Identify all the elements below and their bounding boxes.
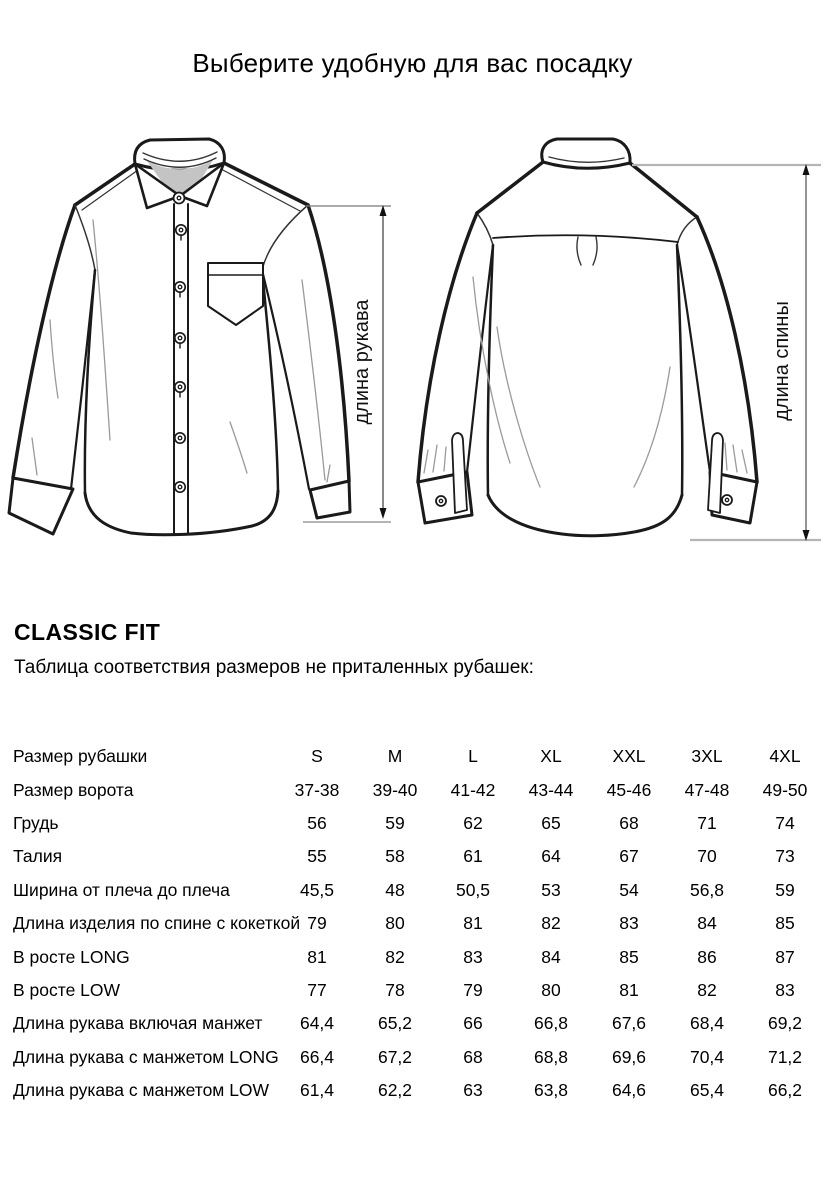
table-row bbox=[13, 874, 824, 907]
cell-value: 84 bbox=[697, 913, 717, 934]
cell-value: 43-44 bbox=[528, 779, 574, 800]
cell-value: 69,2 bbox=[767, 1013, 803, 1034]
table-row bbox=[13, 1074, 824, 1107]
cell-value: 71 bbox=[697, 812, 717, 833]
sleeve-length-label: длина рукава bbox=[351, 299, 373, 425]
row-label: Размер ворота bbox=[13, 779, 134, 800]
cell-value: 79 bbox=[463, 979, 483, 1000]
cell-value: 3XL bbox=[691, 746, 723, 767]
row-label: Талия bbox=[13, 846, 63, 867]
table-row bbox=[13, 1041, 824, 1074]
cell-value: 37-38 bbox=[294, 779, 340, 800]
cell-value: 55 bbox=[307, 846, 327, 867]
cell-value: 56 bbox=[307, 812, 327, 833]
cell-value: 82 bbox=[541, 913, 561, 934]
front-left-cuff bbox=[9, 478, 73, 534]
cell-value: 85 bbox=[619, 946, 639, 967]
cell-value: 64,4 bbox=[299, 1013, 335, 1034]
cell-value: 64,6 bbox=[611, 1080, 647, 1101]
cell-value: 58 bbox=[385, 846, 405, 867]
cell-value: 78 bbox=[385, 979, 405, 1000]
cell-value: 67,6 bbox=[611, 1013, 647, 1034]
arrow-down-icon bbox=[380, 508, 387, 519]
shirt-front-drawing bbox=[9, 139, 350, 535]
back-length-label: длина спины bbox=[771, 301, 793, 421]
cell-value: 71,2 bbox=[767, 1046, 803, 1067]
cell-value: 61,4 bbox=[299, 1080, 335, 1101]
shirt-back-drawing bbox=[418, 139, 757, 536]
cell-value: 84 bbox=[541, 946, 561, 967]
cell-value: 62 bbox=[463, 812, 483, 833]
table-row bbox=[13, 773, 824, 806]
row-label: Длина рукава с манжетом LONG bbox=[13, 1046, 279, 1067]
row-label: Длина рукава включая манжет bbox=[13, 1013, 263, 1034]
cell-value: 59 bbox=[775, 879, 795, 900]
cell-value: 66,8 bbox=[533, 1013, 569, 1034]
table-row bbox=[13, 907, 824, 940]
table-row bbox=[13, 974, 824, 1007]
cell-value: XL bbox=[540, 746, 562, 767]
cell-value: 64 bbox=[541, 846, 561, 867]
cell-value: 82 bbox=[385, 946, 405, 967]
cell-value: 63 bbox=[463, 1080, 483, 1101]
row-label: В росте LONG bbox=[13, 946, 130, 967]
cell-value: 66 bbox=[463, 1013, 483, 1034]
cell-value: 66,2 bbox=[767, 1080, 803, 1101]
cell-value: 66,4 bbox=[299, 1046, 335, 1067]
size-table-body bbox=[13, 740, 824, 1107]
table-row bbox=[13, 1007, 824, 1040]
cell-value: 77 bbox=[307, 979, 327, 1000]
table-caption: Таблица соответствия размеров не приталенных рубашек: bbox=[14, 657, 534, 678]
cell-value: 83 bbox=[463, 946, 483, 967]
cell-value: 68 bbox=[463, 1046, 483, 1067]
cell-value: 81 bbox=[619, 979, 639, 1000]
cell-value: 83 bbox=[619, 913, 639, 934]
cell-value: 4XL bbox=[769, 746, 801, 767]
cell-value: 65,2 bbox=[377, 1013, 413, 1034]
cell-value: 53 bbox=[541, 879, 561, 900]
shirt-diagrams bbox=[0, 120, 825, 590]
cell-value: 73 bbox=[775, 846, 795, 867]
cell-value: 86 bbox=[697, 946, 717, 967]
cell-value: 81 bbox=[463, 913, 483, 934]
cell-value: 45-46 bbox=[606, 779, 652, 800]
row-label: Ширина от плеча до плеча bbox=[13, 879, 230, 900]
table-header-row bbox=[13, 740, 824, 773]
cell-value: 61 bbox=[463, 846, 483, 867]
table-row bbox=[13, 840, 824, 873]
cell-value: 81 bbox=[307, 946, 327, 967]
cell-value: 83 bbox=[775, 979, 795, 1000]
cell-value: S bbox=[311, 746, 323, 767]
cell-value: 74 bbox=[775, 812, 795, 833]
cell-value: L bbox=[468, 746, 478, 767]
cell-value: 79 bbox=[307, 913, 327, 934]
cell-value: 68,4 bbox=[689, 1013, 725, 1034]
fit-heading: CLASSIC FIT bbox=[14, 619, 161, 645]
cell-value: 70,4 bbox=[689, 1046, 725, 1067]
size-table bbox=[13, 740, 824, 1107]
row-label: Грудь bbox=[13, 812, 59, 833]
cell-value: 69,6 bbox=[611, 1046, 647, 1067]
cell-value: 67 bbox=[619, 846, 639, 867]
cell-value: 62,2 bbox=[377, 1080, 413, 1101]
cell-value: 39-40 bbox=[372, 779, 418, 800]
back-collar bbox=[542, 139, 630, 168]
cell-value: 85 bbox=[775, 913, 795, 934]
cell-value: 45,5 bbox=[299, 879, 335, 900]
cell-value: 65,4 bbox=[689, 1080, 725, 1101]
row-label: В росте LOW bbox=[13, 979, 121, 1000]
row-label: Длина рукава с манжетом LOW bbox=[13, 1080, 270, 1101]
cell-value: 59 bbox=[385, 812, 405, 833]
table-row bbox=[13, 940, 824, 973]
cell-value: 65 bbox=[541, 812, 561, 833]
cell-value: 47-48 bbox=[684, 779, 730, 800]
cell-value: 54 bbox=[619, 879, 639, 900]
cell-value: 68,8 bbox=[533, 1046, 569, 1067]
cell-value: 63,8 bbox=[533, 1080, 569, 1101]
cell-value: 67,2 bbox=[377, 1046, 413, 1067]
row-label: Длина изделия по спине с кокеткой bbox=[13, 913, 301, 934]
cell-value: 70 bbox=[697, 846, 717, 867]
cell-value: XXL bbox=[612, 746, 646, 767]
cell-value: M bbox=[387, 746, 403, 767]
cell-value: 41-42 bbox=[450, 779, 496, 800]
cell-value: 80 bbox=[385, 913, 405, 934]
cell-value: 87 bbox=[775, 946, 795, 967]
table-row bbox=[13, 807, 824, 840]
cell-value: 56,8 bbox=[689, 879, 725, 900]
cell-value: 49-50 bbox=[762, 779, 808, 800]
cell-value: 50,5 bbox=[455, 879, 491, 900]
cell-value: 48 bbox=[385, 879, 405, 900]
page-title: Выберите удобную для вас посадку bbox=[192, 48, 633, 78]
cell-value: 80 bbox=[541, 979, 561, 1000]
cell-value: 82 bbox=[697, 979, 717, 1000]
cell-value: 68 bbox=[619, 812, 639, 833]
row-label: Размер рубашки bbox=[13, 746, 148, 767]
